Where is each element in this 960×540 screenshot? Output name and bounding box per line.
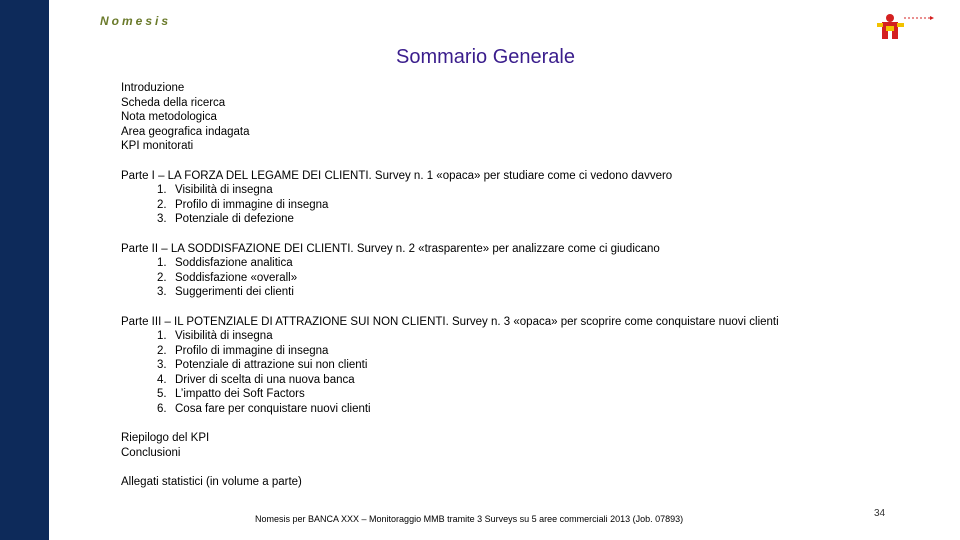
numbered-item: 2. Profilo di immagine di insegna (157, 198, 329, 211)
page-title: Sommario Generale (396, 46, 575, 68)
toc-item: KPI monitorati (121, 140, 194, 153)
numbered-item: 1. Visibilità di insegna (157, 184, 273, 197)
numbered-item: 1. Soddisfazione analitica (157, 257, 293, 270)
page-number: 34 (874, 508, 886, 519)
toc-item: Conclusioni (121, 446, 181, 459)
attachments-note: Allegati statistici (in volume a parte) (121, 476, 302, 489)
part-2-section (121, 242, 881, 300)
numbered-item: 5. L’impatto dei Soft Factors (157, 388, 305, 401)
numbered-item: 6. Cosa fare per conquistare nuovi clienti (157, 403, 371, 416)
toc-item: Introduzione (121, 82, 185, 94)
footer-text: Nomesis per BANCA XXX – Monitoraggio MMB tramite 3 Surveys su 5 aree commerciali 2013 (Job. 07893) (255, 514, 684, 524)
numbered-item: 3. Suggerimenti dei clienti (157, 286, 294, 299)
numbered-item: 3. Potenziale di attrazione sui non clienti (157, 359, 368, 372)
numbered-item: 1. Visibilità di insegna (157, 330, 273, 343)
toc-item: Scheda della ricerca (121, 96, 226, 109)
part-3-section (121, 315, 881, 417)
numbered-item: 3. Potenziale di defezione (157, 213, 294, 226)
nomesis-logo (100, 14, 172, 36)
part-heading: Parte I – LA FORZA DEL LEGAME DEI CLIENTI. Survey n. 1 «opaca» per studiare come ci vedono davvero (121, 169, 673, 182)
numbered-item: 4. Driver di scelta di una nuova banca (157, 373, 355, 386)
numbered-item: 2. Profilo di immagine di insegna (157, 344, 329, 357)
part-1-section (121, 169, 881, 227)
part-heading: Parte III – IL POTENZIALE DI ATTRAZIONE SUI NON CLIENTI. Survey n. 3 «opaca» per scoprire come conquistare nuovi clienti (121, 315, 779, 328)
mascot-logo-icon (874, 12, 934, 42)
part-heading: Parte II – LA SODDISFAZIONE DEI CLIENTI. Survey n. 2 «trasparente» per analizzare come ci giudicano (121, 242, 660, 255)
toc-item: Nota metodologica (121, 111, 217, 124)
intro-list (121, 81, 881, 154)
toc-item: Riepilogo del KPI (121, 432, 210, 445)
closing-list (121, 431, 881, 460)
toc-item: Area geografica indagata (121, 125, 250, 138)
numbered-item: 2. Soddisfazione «overall» (157, 271, 298, 284)
table-of-contents (121, 81, 881, 490)
logo-wordmark: Nomesis (100, 14, 172, 28)
left-sidebar-band (0, 0, 49, 540)
